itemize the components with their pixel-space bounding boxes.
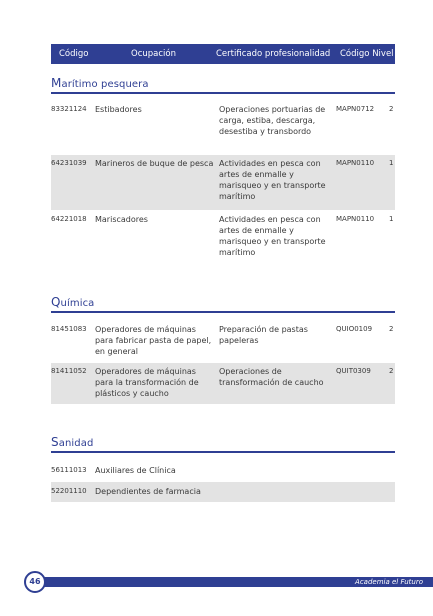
page-number: 46 — [24, 571, 46, 593]
certificate-name: Actividades en pesca con artes de enmalle y marisqueo y en transporte marítimo — [219, 215, 326, 257]
certificate-level: 2 — [389, 105, 394, 113]
occupation-name: Mariscadores — [95, 215, 148, 224]
occupation-name: Auxiliares de Clínica — [95, 466, 176, 475]
header-codigo: Código — [59, 49, 89, 59]
table-row — [51, 104, 395, 152]
section-title-rest: arítimo pesquera — [61, 79, 149, 90]
certificate-code: QUIT0309 — [336, 367, 371, 375]
section-title-initial: S — [51, 435, 59, 449]
occupation-code: 56111013 — [51, 466, 87, 474]
header-ocupacion: Ocupación — [131, 49, 176, 59]
table-row — [51, 363, 395, 404]
table-row — [51, 324, 395, 360]
certificate-level: 2 — [389, 325, 394, 333]
occupation-code: 52201110 — [51, 487, 87, 495]
certificate-name: Preparación de pastas papeleras — [219, 325, 308, 345]
certificate-name: Actividades en pesca con artes de enmalle y marisqueo y en transporte marítimo — [219, 159, 326, 201]
table-row — [51, 155, 395, 210]
occupation-code: 83321124 — [51, 105, 87, 113]
section-title-initial: Q — [51, 295, 61, 309]
section-title-quimica — [51, 295, 395, 313]
certificate-name: Operaciones portuarias de carga, estiba, descarga, desestiba y transbordo — [219, 105, 326, 136]
certificate-level: 1 — [389, 159, 394, 167]
footer-brand: Academia el Futuro — [355, 578, 423, 586]
occupation-code: 81451083 — [51, 325, 87, 333]
table-row — [51, 463, 395, 481]
header-codigo-nivel: Código Nivel — [340, 49, 394, 59]
certificate-code: MAPN0110 — [336, 159, 375, 167]
table-row — [51, 214, 395, 262]
section-title-maritimo — [51, 76, 395, 94]
occupation-name: Estibadores — [95, 105, 142, 114]
table-header — [51, 44, 395, 64]
header-certificado: Certificado profesionalidad — [216, 49, 331, 59]
table-row — [51, 482, 395, 502]
certificate-code: MAPN0712 — [336, 105, 375, 113]
occupation-name: Dependientes de farmacia — [95, 487, 201, 496]
certificate-code: MAPN0110 — [336, 215, 375, 223]
certificate-name: Operaciones de transformación de caucho — [219, 367, 324, 387]
occupation-code: 64221018 — [51, 215, 87, 223]
certificate-level: 1 — [389, 215, 394, 223]
section-title-rest: anidad — [58, 438, 94, 449]
section-title-rest: uímica — [60, 298, 95, 309]
certificate-level: 2 — [389, 367, 394, 375]
section-title-sanidad — [51, 435, 395, 453]
section-title-initial: M — [51, 76, 62, 90]
occupation-code: 81411052 — [51, 367, 87, 375]
occupation-name: Operadores de máquinas para la transformación de plásticos y caucho — [95, 367, 199, 398]
footer-bar — [40, 577, 433, 587]
occupation-name: Operadores de máquinas para fabricar pasta de papel, en general — [95, 325, 212, 356]
occupation-name: Marineros de buque de pesca — [95, 159, 214, 168]
certificate-code: QUIO0109 — [336, 325, 373, 333]
occupation-code: 64231039 — [51, 159, 87, 167]
